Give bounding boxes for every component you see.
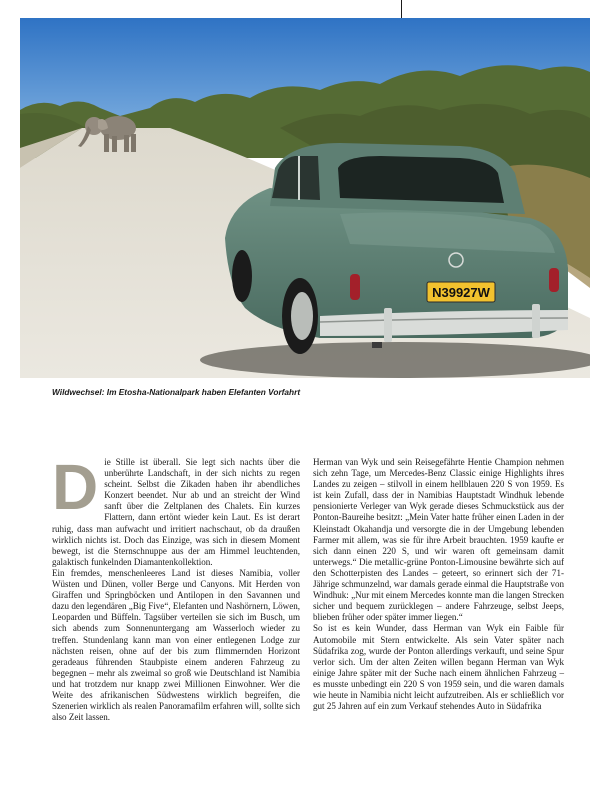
article-column-right (313, 457, 564, 712)
article-photo (20, 18, 590, 378)
paragraph (52, 451, 300, 568)
car-shadow (200, 342, 590, 378)
paragraph-text: ie Stille ist überall. Sie legt sich nachts über die unberührte Landschaft, in der sich nichts zu regen scheint. Selbst die Zikaden haben ihr abendliches Konzert beendet. Nur ab und an streicht der Wind sanft über die Zeltplanen des Chalets. Ein kurzes Flattern, dann ertönt wieder kein Laut. Es ist derart ruhig, dass man aufwacht und irritiert nachschaut, ob da draußen wirklich nichts ist. Doch das Einzige, was sich in diesem Moment bewegt, ist die Sternschnuppe aus der am Himmel leuchtenden, galaktisch funkelnden Diamantenkollektion. (52, 457, 300, 567)
photo-illustration (20, 18, 590, 378)
paragraph: Ein fremdes, menschenleeres Land ist dieses Namibia, voller Wüsten und Dünen, voller Berge und Canyons. Mit Herden von Giraffen und Springböcken und Antilopen in den Savannen und dazu den legendären „Big Five“, Elefanten und Nashörnern, Löwen, Leoparden und Büffeln. Tagsüber verteilen sie sich im Busch, um sich abends zum Sonnenuntergang am Wasserloch wieder zu treffen. Stundenlang kann man von einer entlegenen Lodge zur nächsten reisen, ohne auf der bis zum flimmernden Horizont geradeaus führenden Staubpiste einem anderen Fahrzeug zu begegnen – mehr als zweimal so groß wie Deutschland ist Namibia und hat trotzdem nur knapp zwei Millionen Einwohner. Wer die Weite des afrikanischen Südwestens wirklich begreifen, die Szenerien wirklich als realen Panoramafilm erfahren will, sollte sich also Zeit lassen. (52, 567, 300, 723)
paragraph: So ist es kein Wunder, dass Herman van Wyk ein Faible für Automobile mit Stern entwickelte. Als sein Vater später nach Südafrika zog, wurde der Ponton allerdings verkauft, und seine Spur verlor sich. Um der alten Zeiten willen begann Herman van Wyk einige Jahre später mit der Suche nach einem ähnlichen Fahrzeug – es musste unbedingt ein 220 S von 1959 sein, und die waren damals wie heute in Namibia nicht leicht aufzutreiben. Als er schließlich vor gut 25 Jahren auf ein zum Verkauf stehendes Auto in Südafrika (313, 623, 564, 712)
article-column-left (52, 451, 300, 723)
paragraph: Herman van Wyk und sein Reisegefährte Hentie Champion nehmen sich zehn Tage, um Mercedes-Benz Classic einige Highlights ihres Landes zu zeigen – stilvoll in einem hellblauen 220 S von 1959. Es ist kein Zufall, dass der in Namibias Hauptstadt Windhuk lebende pensionierte Verleger van Wyk gerade dieses Schmuckstück aus der Ponton-Baureihe besitzt: „Mein Vater hatte früher einen Laden in der Kleinstadt Okahandja und versorgte die in der Umgebung lebenden Farmer mit allem, was sie für ihre Arbeit brauchten. 1959 kaufte er sich dann einen 220 S, und wir waren oft gemeinsam damit unterwegs.“ Die metallic-grüne Ponton-Limousine bewährte sich auf den Schotterpisten des Landes – geteert, so erinnert sich der 71-Jährige schmunzelnd, war damals gerade einmal die Hauptstraße von Windhuk: „Nur mit einem Mercedes konnte man die langen Strecken sicher und bequem zurücklegen – andere Fahrzeuge, selbst Jeeps, blieben früher oder später immer liegen.“ (313, 457, 564, 623)
license-plate-text: N39927W (432, 285, 490, 300)
photo-caption: Wildwechsel: Im Etosha-Nationalpark haben Elefanten Vorfahrt (52, 387, 301, 397)
dropcap: D (52, 451, 99, 523)
